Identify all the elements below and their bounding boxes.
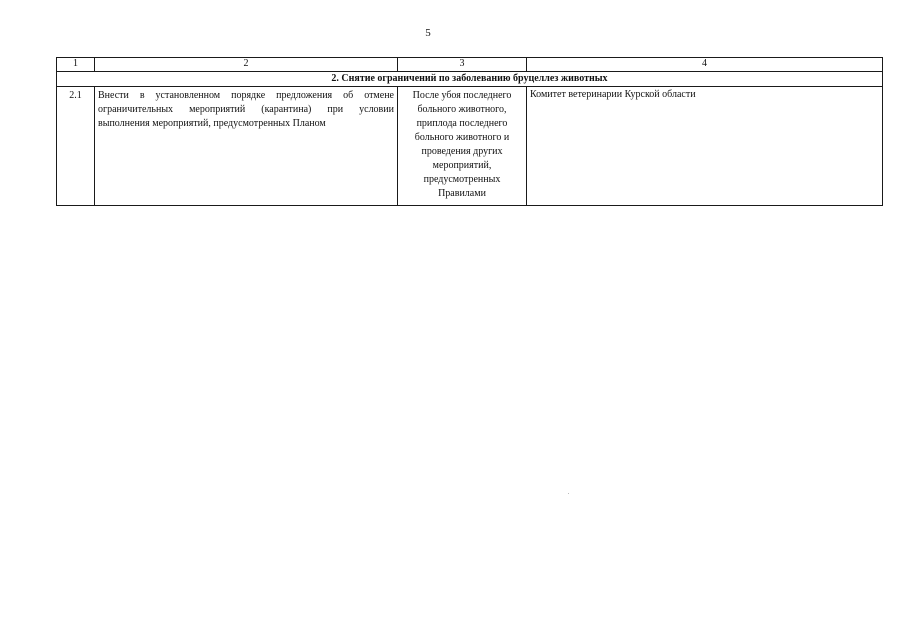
scan-speck <box>568 493 569 494</box>
row-measure: Внести в установленном порядке предложения об отмене ограничительных мероприятий (карантина) при условии выполнения мероприятий, предусмотренных Планом <box>95 87 398 206</box>
column-number-row <box>57 58 883 72</box>
column-number-2: 2 <box>95 58 398 72</box>
row-deadline: После убоя последнего больного животного, приплода последнего больного животного и проведения других мероприятий, предусмотренных Правилами <box>398 87 527 206</box>
page-number: 5 <box>425 27 431 39</box>
column-number-3: 3 <box>398 58 527 72</box>
column-number-1: 1 <box>57 58 95 72</box>
row-number: 2.1 <box>57 87 95 206</box>
column-number-4: 4 <box>527 58 883 72</box>
section-header-row <box>57 72 883 87</box>
table-row <box>57 87 883 206</box>
section-title: 2. Снятие ограничений по заболеванию бруцеллез животных <box>57 72 883 87</box>
row-responsible: Комитет ветеринарии Курской области <box>527 87 883 206</box>
plan-table <box>56 57 883 206</box>
